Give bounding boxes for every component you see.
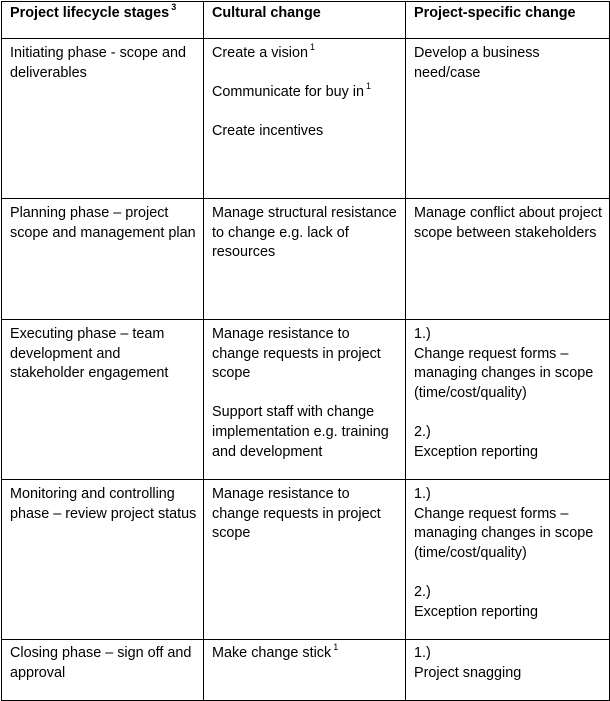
project-cell: Manage conflict about project scope between stakeholders xyxy=(406,199,610,320)
table-row xyxy=(2,199,610,320)
project-item: Project snagging xyxy=(414,664,522,681)
stage-cell: Executing phase – team development and stakeholder engagement xyxy=(2,320,204,480)
project-item: Exception reporting xyxy=(414,603,538,620)
table-row xyxy=(2,480,610,640)
table-row xyxy=(2,640,610,701)
stage-cell: Monitoring and controlling phase – review project status xyxy=(2,480,204,640)
footnote-ref: 1 xyxy=(310,42,316,53)
header-cultural-change: Cultural change xyxy=(204,2,406,39)
table-header-row xyxy=(2,2,610,39)
cultural-item-text: Communicate for buy in xyxy=(212,84,364,101)
project-item: Change request forms – managing changes in scope (time/cost/quality) xyxy=(414,505,594,561)
list-number: 2.) xyxy=(414,583,431,600)
header-lifecycle-stages-text: Project lifecycle stages xyxy=(10,5,170,21)
cultural-cell xyxy=(204,320,406,480)
cultural-item: Create incentives xyxy=(212,123,324,140)
project-cell xyxy=(406,320,610,480)
cultural-item: Manage resistance to change requests in project scope xyxy=(212,326,381,382)
project-item: Exception reporting xyxy=(414,443,538,460)
stage-cell: Planning phase – project scope and management plan xyxy=(2,199,204,320)
lifecycle-change-table xyxy=(1,1,610,701)
header-lifecycle-stages xyxy=(2,2,204,39)
cultural-item-text: Make change stick xyxy=(212,645,332,661)
project-cell xyxy=(406,480,610,640)
cultural-item xyxy=(212,44,399,64)
cultural-cell xyxy=(204,640,406,701)
list-number: 1.) xyxy=(414,645,431,661)
header-footnote-ref: 3 xyxy=(171,2,177,13)
project-cell: Develop a business need/case xyxy=(406,39,610,199)
project-item: Change request forms – managing changes in scope (time/cost/quality) xyxy=(414,345,594,401)
header-project-specific-change: Project-specific change xyxy=(406,2,610,39)
list-number: 1.) xyxy=(414,486,431,502)
cultural-cell: Manage resistance to change requests in project scope xyxy=(204,480,406,640)
cultural-item xyxy=(212,644,399,664)
table-row xyxy=(2,320,610,480)
footnote-ref: 1 xyxy=(365,81,371,92)
cultural-item: Support staff with change implementation e.g. training and development xyxy=(212,404,389,460)
list-number: 1.) xyxy=(414,326,431,342)
cultural-item-text: Create a vision xyxy=(212,45,308,61)
footnote-ref: 1 xyxy=(333,642,339,653)
cultural-cell xyxy=(204,39,406,199)
cultural-cell: Manage structural resistance to change e.g. lack of resources xyxy=(204,199,406,320)
stage-cell: Initiating phase - scope and deliverables xyxy=(2,39,204,199)
project-cell xyxy=(406,640,610,701)
stage-cell: Closing phase – sign off and approval xyxy=(2,640,204,701)
table-row xyxy=(2,39,610,199)
cultural-item xyxy=(212,83,399,103)
list-number: 2.) xyxy=(414,423,431,440)
